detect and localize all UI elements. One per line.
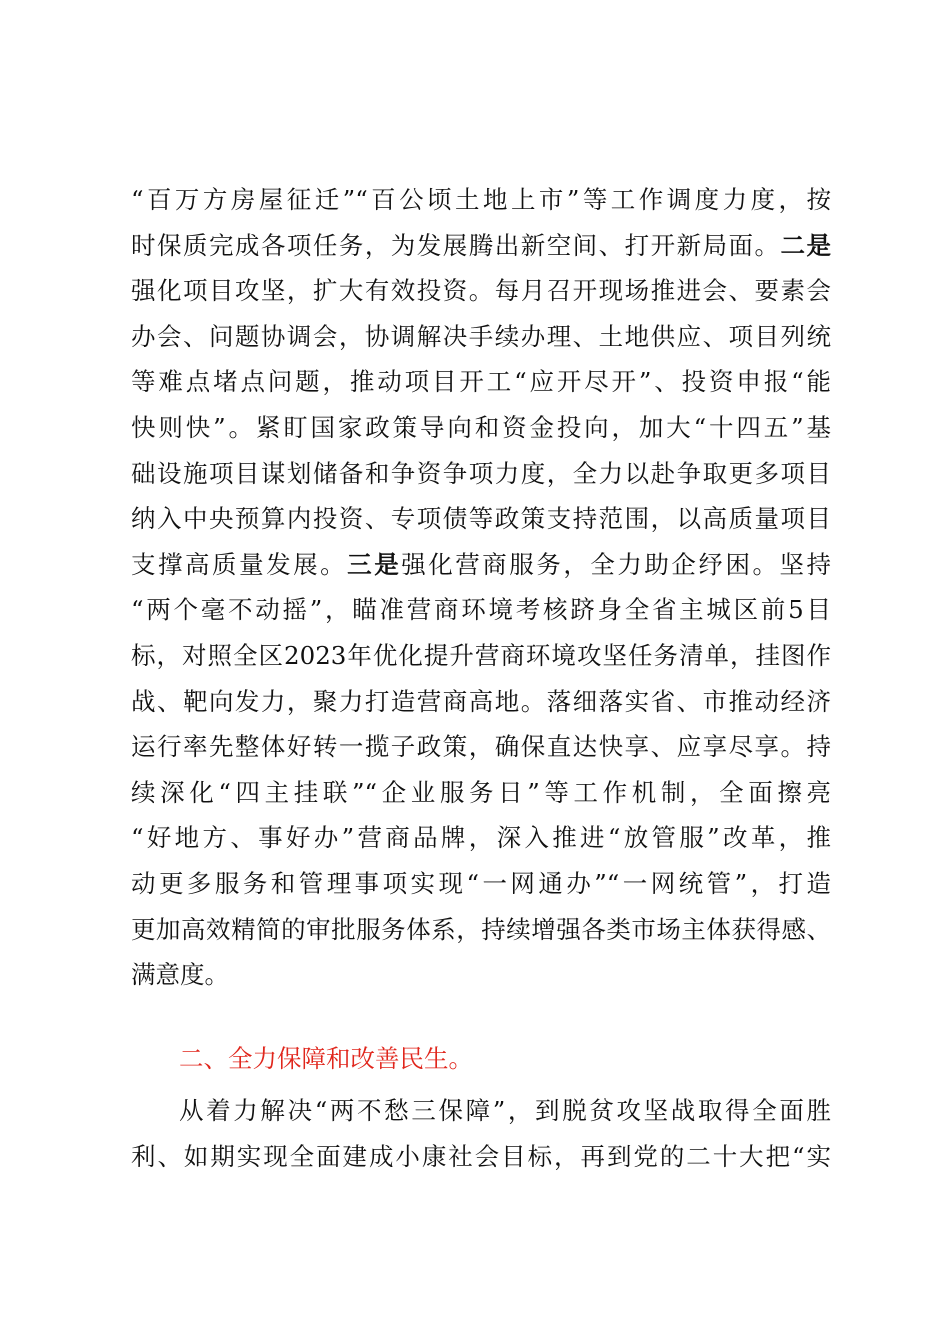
text-line: 础设施项目谋划储备和争资争项力度，全力以赴争取更多项目: [131, 458, 831, 488]
text-line: “好地方、事好办”营商品牌，深入推进“放管服”改革，推: [131, 823, 831, 853]
text-line: 满意度。: [131, 960, 229, 990]
text-line: 更加高效精简的审批服务体系，持续增强各类市场主体获得感、: [131, 914, 831, 944]
text-line: 办会、问题协调会，协调解决手续办理、土地供应、项目列统: [131, 321, 831, 351]
text-line: 快则快”。紧盯国家政策导向和资金投向，加大“十四五”基: [131, 412, 831, 442]
text-line: 强化项目攻坚，扩大有效投资。每月召开现场推进会、要素会: [131, 276, 831, 306]
section-heading: 二、全力保障和改善民生。: [179, 1044, 473, 1073]
text-line: 纳入中央预算内投资、专项债等政策支持范围，以高质量项目: [131, 504, 831, 534]
bold-marker-third: 三是: [347, 549, 402, 579]
text-line: “百万方房屋征迁”“百公顷土地上市”等工作调度力度，按: [131, 185, 831, 214]
paragraph-economy: [131, 177, 831, 998]
text-line: 等难点堵点问题，推动项目开工“应开尽开”、投资申报“能: [131, 367, 831, 397]
text-line: [131, 223, 831, 269]
text-span: 支撑高质量发展。: [131, 549, 348, 579]
text-line: [131, 542, 831, 588]
text-line: 标，对照全区2023年优化提升营商环境攻坚任务清单，挂图作: [131, 640, 831, 670]
text-line: 运行率先整体好转一揽子政策，确保直达快享、应享尽享。持: [131, 732, 831, 762]
paragraph-livelihood: [131, 1088, 831, 1179]
bold-marker-second: 二是: [780, 230, 832, 260]
text-line: 续深化“四主挂联”“企业服务日”等工作机制，全面擦亮: [131, 777, 831, 807]
text-line: 从着力解决“两不愁三保障”，到脱贫攻坚战取得全面胜: [179, 1096, 831, 1125]
text-span: 时保质完成各项任务，为发展腾出新空间、打开新局面。: [131, 230, 781, 260]
text-line: “两个毫不动摇”，瞄准营商环境考核跻身全省主城区前5目: [131, 595, 831, 625]
text-line: 利、如期实现全面建成小康社会目标，再到党的二十大把“实: [131, 1141, 831, 1171]
text-span: 强化营商服务，全力助企纾困。坚持: [401, 549, 832, 579]
text-line: 动更多服务和管理事项实现“一网通办”“一网统管”，打造: [131, 868, 831, 898]
text-line: 战、靶向发力，聚力打造营商高地。落细落实省、市推动经济: [131, 686, 831, 716]
